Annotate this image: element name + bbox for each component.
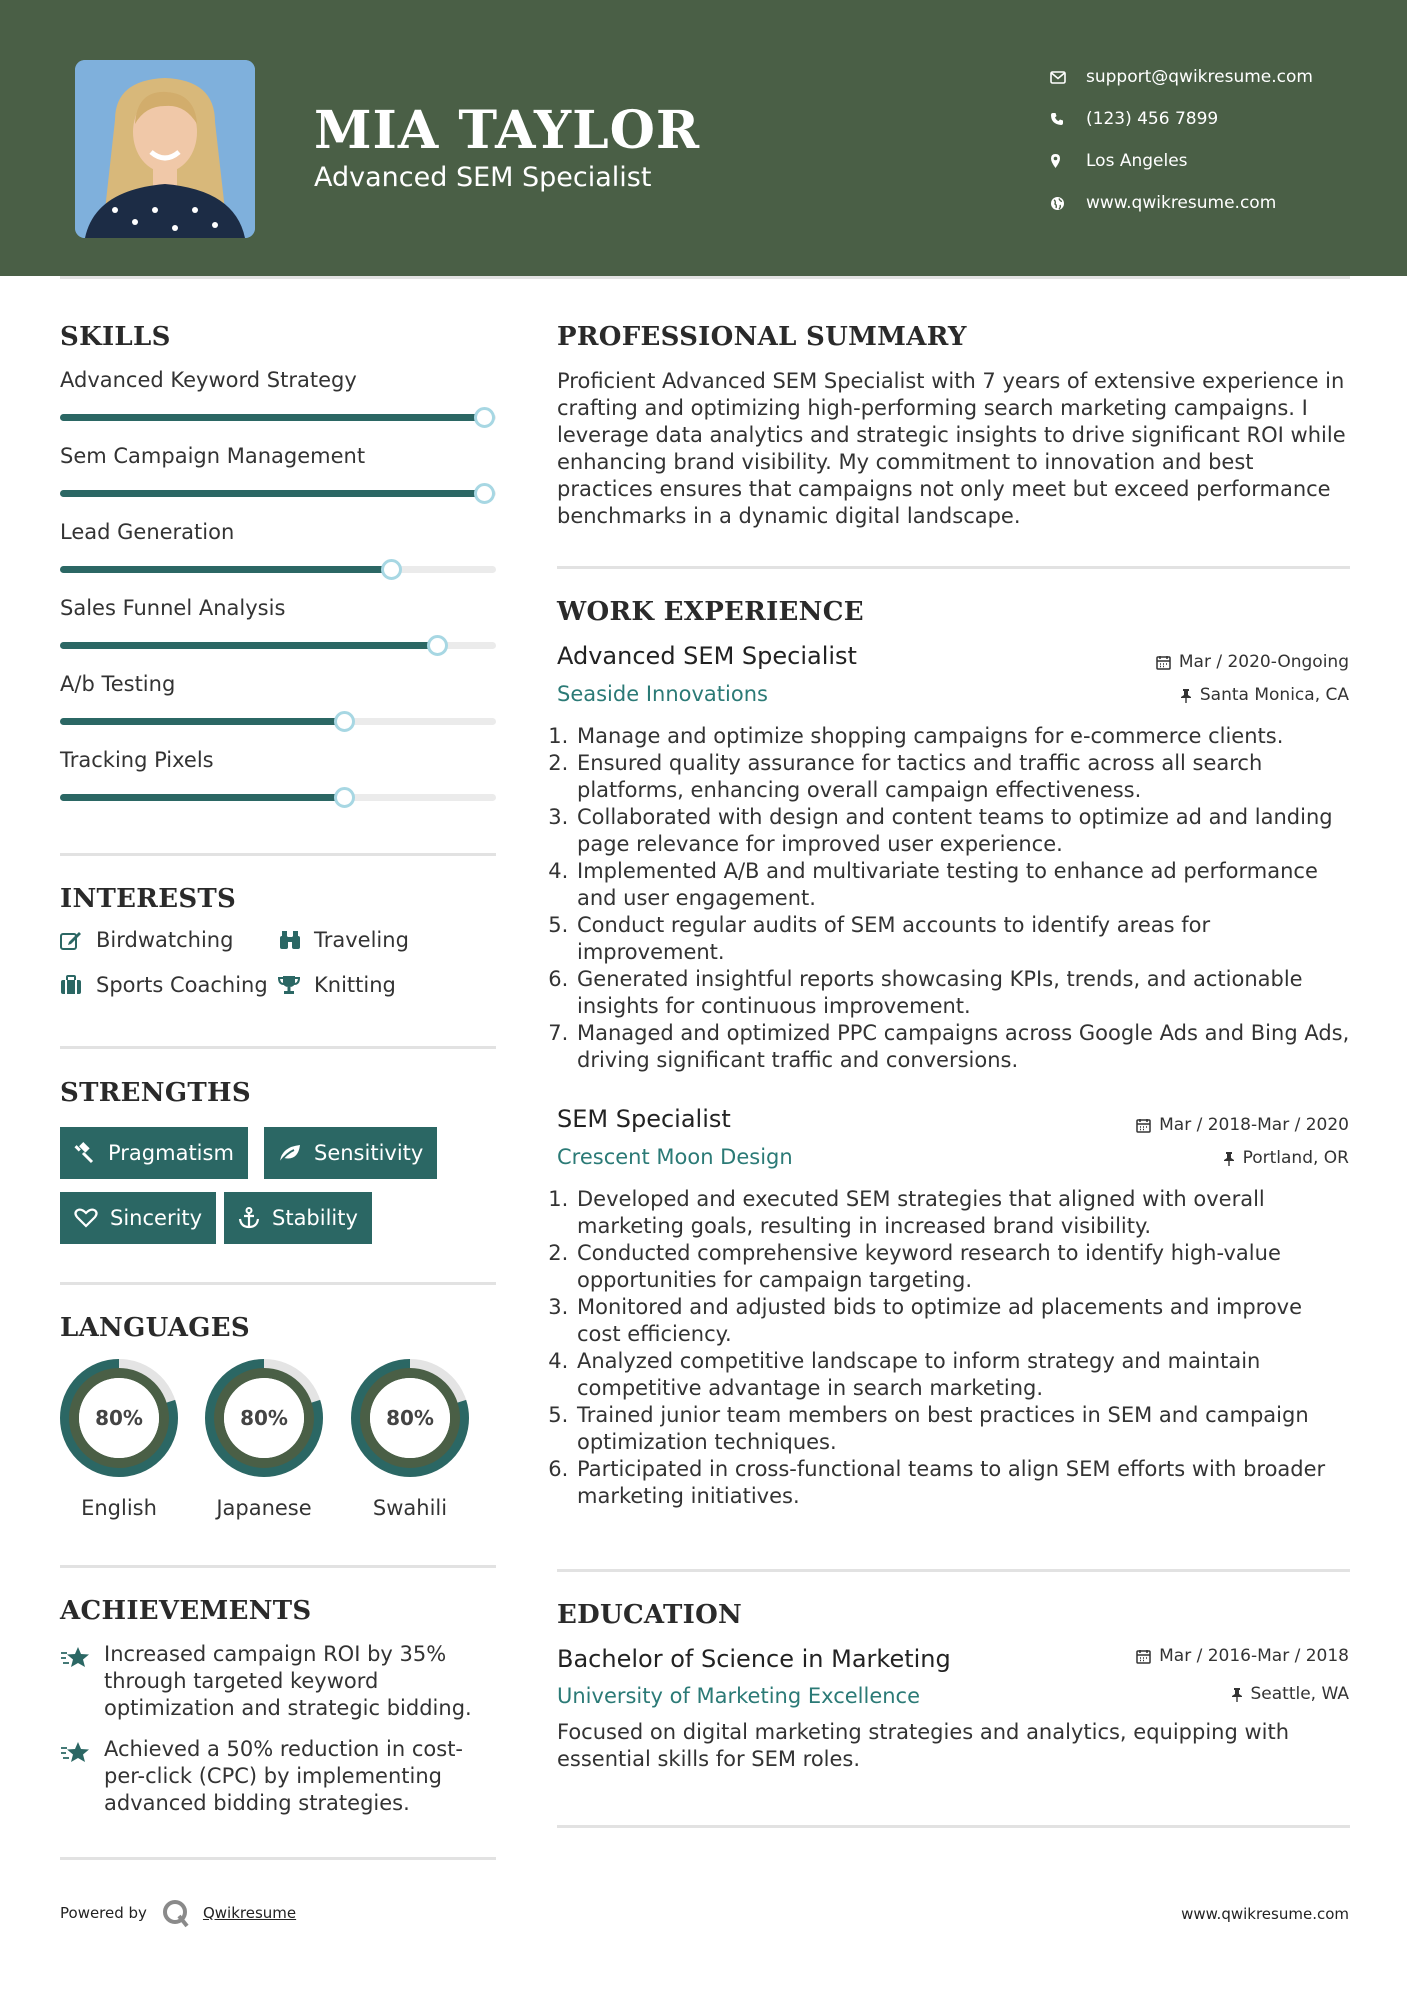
- skill-bar-knob: [474, 483, 495, 504]
- achievement-text: Achieved a 50% reduction in cost-per-click (CPC) by implementing advanced bidding strategies.: [104, 1737, 463, 1815]
- achievements-heading: ACHIEVEMENTS: [60, 1596, 312, 1626]
- education-heading: EDUCATION: [557, 1600, 743, 1630]
- pushpin-icon: [1231, 1687, 1243, 1702]
- skill-bar-knob: [381, 559, 402, 580]
- pencil-square-icon: [60, 930, 96, 950]
- skill-bar-knob: [474, 407, 495, 428]
- star-medal-icon: [60, 1736, 104, 1817]
- education-location-text: Seattle, WA: [1250, 1684, 1349, 1704]
- job-bullet: 4. Analyzed competitive landscape to inform strategy and maintain competitive advantage in search marketing.: [575, 1348, 1350, 1402]
- strength-badge: [224, 1192, 372, 1244]
- contact-phone[interactable]: [1050, 98, 1313, 140]
- star-medal-icon: [60, 1641, 104, 1722]
- interest-item: [60, 928, 233, 952]
- interest-label: Sports Coaching: [96, 973, 268, 997]
- summary-heading: PROFESSIONAL SUMMARY: [557, 322, 967, 352]
- powered-by-text: Powered by: [60, 1904, 147, 1922]
- job-title: Advanced SEM Specialist: [557, 642, 857, 670]
- language-percent: 80%: [240, 1406, 288, 1430]
- skill-label: Sales Funnel Analysis: [60, 596, 286, 620]
- interest-item: [278, 928, 409, 952]
- job-location: [1223, 1148, 1349, 1168]
- skill-bar-knob: [334, 787, 355, 808]
- job-bullet: 7. Managed and optimized PPC campaigns across Google Ads and Bing Ads, driving significant traffic and conversions.: [575, 1020, 1350, 1074]
- language-label: English: [81, 1496, 157, 1520]
- calendar-icon: [1156, 655, 1171, 670]
- education-text: Focused on digital marketing strategies and analytics, equipping with essential skills for SEM roles.: [557, 1720, 1290, 1771]
- job-bullet: 5. Conduct regular audits of SEM accounts to identify areas for improvement.: [575, 912, 1350, 966]
- strength-label: Sensitivity: [314, 1141, 424, 1165]
- strength-badge: [264, 1127, 437, 1179]
- interest-item: [278, 973, 396, 997]
- job-bullet: 4. Implemented A/B and multivariate testing to enhance ad performance and user engagement.: [575, 858, 1350, 912]
- strengths-heading: STRENGTHS: [60, 1078, 251, 1108]
- language-ring: [349, 1357, 471, 1479]
- pushpin-icon: [1180, 688, 1192, 703]
- pushpin-icon: [1223, 1151, 1235, 1166]
- strength-label: Stability: [272, 1206, 358, 1230]
- language-ring: [58, 1357, 180, 1479]
- skill-label: Tracking Pixels: [60, 748, 214, 772]
- school-name: University of Marketing Excellence: [557, 1684, 921, 1708]
- skills-heading: SKILLS: [60, 322, 171, 352]
- skill-label: Lead Generation: [60, 520, 235, 544]
- skill-bar: [60, 642, 496, 649]
- job-dates: [1136, 1115, 1349, 1135]
- interests-heading: INTERESTS: [60, 884, 237, 914]
- section-divider: [557, 1569, 1350, 1572]
- calendar-icon: [1136, 1649, 1151, 1664]
- language-label: Swahili: [372, 1496, 448, 1520]
- achievement-text: Increased campaign ROI by 35% through targeted keyword optimization and strategic bidding.: [104, 1642, 472, 1720]
- job-bullets: [557, 1186, 1350, 1510]
- language-item: [349, 1357, 471, 1520]
- contact-email-text: support@qwikresume.com: [1086, 67, 1313, 87]
- anchor-icon: [238, 1207, 260, 1229]
- strength-badge: [60, 1192, 216, 1244]
- skill-bar: [60, 794, 496, 801]
- section-divider: [60, 1857, 496, 1860]
- header-divider: [60, 276, 1350, 279]
- job-location-text: Portland, OR: [1242, 1148, 1349, 1168]
- leaf-icon: [278, 1143, 302, 1163]
- skill-bar-knob: [334, 711, 355, 732]
- gavel-icon: [74, 1142, 96, 1164]
- contact-email[interactable]: [1050, 56, 1313, 98]
- skill-bar-fill: [60, 566, 391, 573]
- phone-icon: [1050, 112, 1086, 126]
- map-pin-icon: [1050, 153, 1086, 169]
- interest-label: Birdwatching: [96, 928, 234, 952]
- language-percent: 80%: [386, 1406, 434, 1430]
- skill-bar-fill: [60, 718, 344, 725]
- skill-label: Sem Campaign Management: [60, 444, 366, 468]
- degree-title: Bachelor of Science in Marketing: [557, 1645, 951, 1673]
- language-label: Japanese: [216, 1496, 312, 1520]
- qwikresume-logo-icon: [161, 1898, 191, 1928]
- job-bullet: 1. Developed and executed SEM strategies that aligned with overall marketing goals, resulting in increased brand visibility.: [575, 1186, 1350, 1240]
- footer-site-link[interactable]: www.qwikresume.com: [1181, 1905, 1349, 1923]
- job-dates: [1156, 652, 1349, 672]
- skill-bar-knob: [427, 635, 448, 656]
- section-divider: [60, 1046, 496, 1049]
- education-dates: [1136, 1646, 1349, 1666]
- contact-phone-text: (123) 456 7899: [1086, 109, 1219, 129]
- contact-list: [1050, 56, 1313, 224]
- job-bullet: 1. Manage and optimize shopping campaigns for e-commerce clients.: [575, 723, 1350, 750]
- strength-badge: [60, 1127, 248, 1179]
- section-divider: [60, 1282, 496, 1285]
- job-location-text: Santa Monica, CA: [1199, 685, 1349, 705]
- education-location: [1231, 1684, 1350, 1704]
- job-bullet: 2. Conducted comprehensive keyword research to identify high-value opportunities for campaign targeting.: [575, 1240, 1350, 1294]
- language-percent: 80%: [95, 1406, 143, 1430]
- trophy-icon: [278, 975, 314, 995]
- section-divider: [60, 853, 496, 856]
- language-item: [203, 1357, 325, 1520]
- section-divider: [557, 1825, 1350, 1828]
- language-item: [58, 1357, 180, 1520]
- job-bullet: 6. Participated in cross-functional teams to align SEM efforts with broader marketing initiatives.: [575, 1456, 1350, 1510]
- interest-label: Traveling: [314, 928, 409, 952]
- briefcase-icon: [60, 975, 96, 995]
- globe-icon: [1050, 196, 1086, 211]
- language-ring: [203, 1357, 325, 1479]
- heart-icon: [74, 1208, 98, 1228]
- section-divider: [60, 1565, 496, 1568]
- company-name: Seaside Innovations: [557, 682, 768, 706]
- footer-powered-by: [60, 1898, 296, 1928]
- experience-heading: WORK EXPERIENCE: [557, 597, 864, 627]
- contact-website[interactable]: [1050, 182, 1313, 224]
- summary-text: Proficient Advanced SEM Specialist with 7 years of extensive experience in crafting and optimizing high-performing search marketing campaigns. I leverage data analytics and strategic insights to drive significant ROI while enhancing brand visibility. My commitment to innovation and best practices ensures that campaigns not only meet but exceed performance benchmarks in a dynamic digital landscape.: [557, 369, 1346, 528]
- contact-location: [1050, 140, 1313, 182]
- strength-label: Sincerity: [110, 1206, 203, 1230]
- languages-heading: LANGUAGES: [60, 1313, 250, 1343]
- achievement-item: [60, 1641, 500, 1722]
- job-dates-text: Mar / 2018-Mar / 2020: [1159, 1115, 1349, 1135]
- skill-bar: [60, 414, 496, 421]
- skill-bar: [60, 490, 496, 497]
- job-dates-text: Mar / 2020-Ongoing: [1178, 652, 1349, 672]
- skill-bar-fill: [60, 642, 437, 649]
- candidate-name: MIA TAYLOR: [314, 100, 701, 161]
- skill-bar-fill: [60, 794, 344, 801]
- section-divider: [557, 566, 1350, 569]
- skill-bar-fill: [60, 490, 484, 497]
- job-bullet: 3. Collaborated with design and content teams to optimize ad and landing page relevance for improved user experience.: [575, 804, 1350, 858]
- contact-website-text: www.qwikresume.com: [1086, 193, 1277, 213]
- job-location: [1180, 685, 1349, 705]
- strength-label: Pragmatism: [108, 1141, 234, 1165]
- company-name: Crescent Moon Design: [557, 1145, 793, 1169]
- envelope-icon: [1050, 71, 1086, 84]
- calendar-icon: [1136, 1118, 1151, 1133]
- binoculars-icon: [278, 930, 314, 950]
- job-bullet: 6. Generated insightful reports showcasing KPIs, trends, and actionable insights for continuous improvement.: [575, 966, 1350, 1020]
- contact-location-text: Los Angeles: [1086, 151, 1188, 171]
- job-bullet: 3. Monitored and adjusted bids to optimize ad placements and improve cost efficiency.: [575, 1294, 1350, 1348]
- achievement-item: [60, 1736, 500, 1817]
- profile-photo: [75, 60, 255, 238]
- job-bullets: [557, 723, 1350, 1074]
- skill-label: Advanced Keyword Strategy: [60, 368, 357, 392]
- skill-label: A/b Testing: [60, 672, 176, 696]
- job-bullet: 5. Trained junior team members on best practices in SEM and campaign optimization techniques.: [575, 1402, 1350, 1456]
- skill-bar-fill: [60, 414, 484, 421]
- job-title: SEM Specialist: [557, 1105, 731, 1133]
- interest-label: Knitting: [314, 973, 396, 997]
- candidate-title: Advanced SEM Specialist: [314, 162, 652, 193]
- skill-bar: [60, 718, 496, 725]
- job-bullet: 2. Ensured quality assurance for tactics and traffic across all search platforms, enhancing overall campaign effectiveness.: [575, 750, 1350, 804]
- qwikresume-link[interactable]: Qwikresume: [202, 1904, 297, 1922]
- education-dates-text: Mar / 2016-Mar / 2018: [1159, 1646, 1349, 1666]
- interest-item: [60, 973, 268, 997]
- skill-bar: [60, 566, 496, 573]
- resume-header: [0, 0, 1407, 276]
